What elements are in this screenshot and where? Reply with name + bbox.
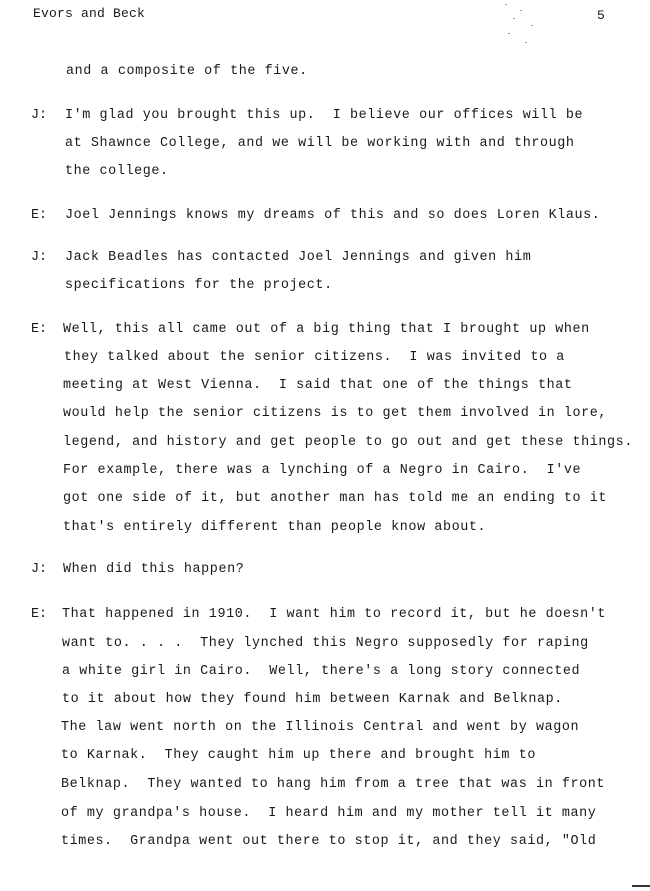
speaker-label: J: xyxy=(31,562,48,577)
transcript-line: The law went north on the Illinois Central and went by wagon xyxy=(61,720,580,735)
transcript-line: Jack Beadles has contacted Joel Jennings and given him xyxy=(65,250,532,265)
transcript-line: got one side of it, but another man has told me an ending to it xyxy=(63,491,608,506)
transcript-line: the college. xyxy=(65,164,169,179)
transcript-line: specifications for the project. xyxy=(65,278,333,293)
running-header: Evors and Beck xyxy=(33,6,146,21)
transcript-line: a white girl in Cairo. Well, there's a long story connected xyxy=(62,664,581,679)
transcript-line: and a composite of the five. xyxy=(66,64,308,79)
scan-edge-mark xyxy=(632,885,650,887)
transcript-line: Well, this all came out of a big thing that I brought up when xyxy=(63,322,590,337)
transcript-line: meeting at West Vienna. I said that one of the things that xyxy=(63,378,573,393)
transcript-line: Belknap. They wanted to hang him from a tree that was in front xyxy=(61,777,606,792)
speaker-label: E: xyxy=(31,322,48,337)
scan-speckle xyxy=(531,25,533,26)
transcript-line: would help the senior citizens is to get them involved in lore, xyxy=(63,406,608,421)
transcript-line: legend, and history and get people to go out and get these things. xyxy=(63,435,633,450)
transcript-line: want to. . . . They lynched this Negro supposedly for raping xyxy=(62,636,589,651)
transcript-line: to it about how they found him between Karnak and Belknap. xyxy=(62,692,563,707)
transcript-line: times. Grandpa went out there to stop it, and they said, "Old xyxy=(61,834,597,849)
transcript-line: to Karnak. They caught him up there and brought him to xyxy=(61,748,536,763)
transcript-line: Joel Jennings knows my dreams of this and so does Loren Klaus. xyxy=(65,208,601,223)
transcript-line: For example, there was a lynching of a Negro in Cairo. I've xyxy=(63,463,582,478)
speaker-label: E: xyxy=(31,607,48,622)
speaker-label: E: xyxy=(31,208,48,223)
scan-speckle xyxy=(505,4,507,5)
transcript-line: When did this happen? xyxy=(63,562,245,577)
scan-speckle xyxy=(520,10,522,11)
transcript-line: that's entirely different than people know about. xyxy=(63,520,487,535)
transcript-line: they talked about the senior citizens. I was invited to a xyxy=(64,350,565,365)
speaker-label: J: xyxy=(31,250,48,265)
page-number: 5 xyxy=(597,8,605,23)
transcript-line: of my grandpa's house. I heard him and my mother tell it many xyxy=(61,806,597,821)
transcript-line: at Shawnce College, and we will be working with and through xyxy=(65,136,575,151)
speaker-label: J: xyxy=(31,108,48,123)
scan-speckle xyxy=(508,33,510,34)
transcript-line: I'm glad you brought this up. I believe our offices will be xyxy=(65,108,584,123)
scan-speckle xyxy=(513,18,515,19)
transcript-line: That happened in 1910. I want him to record it, but he doesn't xyxy=(62,607,607,622)
scan-speckle xyxy=(525,42,527,43)
